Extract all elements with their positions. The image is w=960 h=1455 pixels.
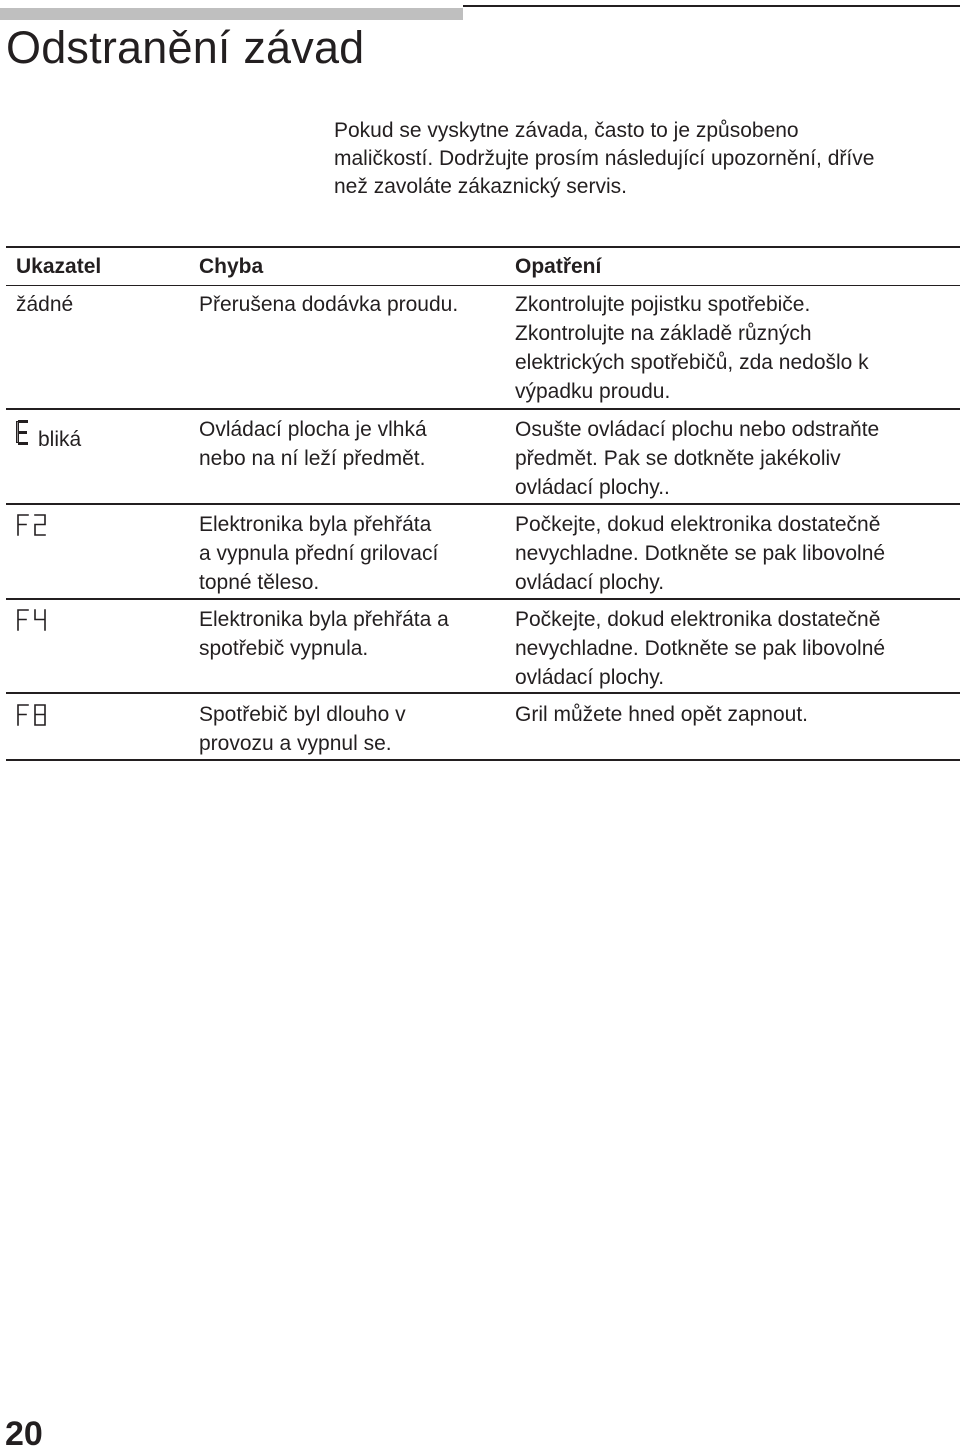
table-bottom-rule <box>6 759 960 761</box>
action-cell <box>515 700 808 729</box>
seven-segment-E-icon <box>16 420 29 445</box>
action-line: výpadku proudu. <box>515 380 671 403</box>
action-line: ovládací plochy.. <box>515 476 670 499</box>
intro-line: Pokud se vyskytne závada, často to je způsobeno <box>334 119 799 142</box>
page-title: Odstranění závad <box>6 22 365 73</box>
fault-line: provozu a vypnul se. <box>199 732 392 755</box>
seven-segment-F8-icon <box>16 704 48 726</box>
fault-cell <box>199 415 427 473</box>
column-header-indicator: Ukazatel <box>16 255 102 278</box>
header-bar-grey <box>0 8 463 20</box>
action-line: nevychladne. Dotkněte se pak libovolné <box>515 637 886 660</box>
column-header-action: Opatření <box>515 255 602 278</box>
action-line: Počkejte, dokud elektronika dostatečně <box>515 608 881 631</box>
fault-line: a vypnula přední grilovací <box>199 542 439 565</box>
row-divider <box>6 408 960 410</box>
action-line: nevychladne. Dotkněte se pak libovolné <box>515 542 886 565</box>
fault-cell <box>199 290 458 319</box>
action-line: Počkejte, dokud elektronika dostatečně <box>515 513 881 536</box>
action-line: Osušte ovládací plochu nebo odstraňte <box>515 418 880 441</box>
column-header-fault: Chyba <box>199 255 264 278</box>
header-bar-line <box>463 5 960 7</box>
fault-line: nebo na ní leží předmět. <box>199 447 426 470</box>
fault-cell <box>199 605 449 663</box>
row-divider <box>6 598 960 600</box>
action-line: elektrických spotřebičů, zda nedošlo k <box>515 351 869 374</box>
action-line: Gril můžete hned opět zapnout. <box>515 703 809 726</box>
action-cell <box>515 605 885 692</box>
table-header-rule <box>6 285 960 286</box>
fault-line: Elektronika byla přehřáta <box>199 513 432 536</box>
fault-line: topné těleso. <box>199 571 320 594</box>
fault-cell <box>199 700 406 758</box>
action-line: ovládací plochy. <box>515 571 665 594</box>
seven-segment-F2-icon <box>16 514 48 536</box>
action-cell <box>515 290 869 406</box>
fault-line: Spotřebič byl dlouho v <box>199 703 406 726</box>
indicator-text: žádné <box>16 293 74 316</box>
action-line: Zkontrolujte na základě různých <box>515 322 812 345</box>
fault-line: Elektronika byla přehřáta a <box>199 608 449 631</box>
action-cell <box>515 415 879 502</box>
action-cell <box>515 510 885 597</box>
action-line: ovládací plochy. <box>515 666 665 689</box>
fault-cell <box>199 510 438 597</box>
fault-line: Ovládací plocha je vlhká <box>199 418 427 441</box>
intro-line: než zavoláte zákaznický servis. <box>334 175 627 198</box>
fault-line: spotřebič vypnula. <box>199 637 369 660</box>
row-divider <box>6 503 960 505</box>
intro-line: maličkostí. Dodržujte prosím následující upozornění, dříve <box>334 147 875 170</box>
intro-paragraph <box>334 117 954 201</box>
fault-line: Přerušena dodávka proudu. <box>199 293 459 316</box>
page-number: 20 <box>5 1415 43 1453</box>
seven-segment-F4-icon <box>16 609 48 631</box>
action-line: předmět. Pak se dotkněte jakékoliv <box>515 447 841 470</box>
indicator-text: bliká <box>38 428 82 451</box>
row-divider <box>6 692 960 694</box>
action-line: Zkontrolujte pojistku spotřebiče. <box>515 293 811 316</box>
table-top-rule <box>6 246 960 248</box>
